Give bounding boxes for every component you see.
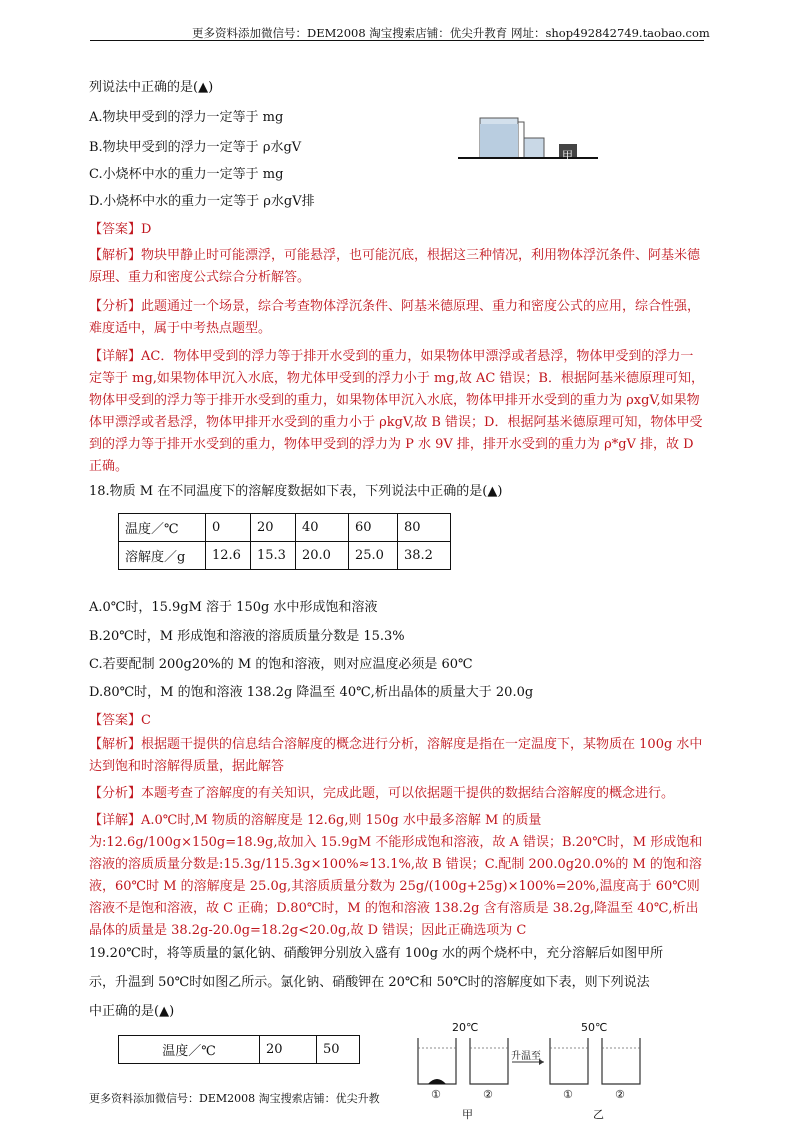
q17-detail: 【详解】AC．物体甲受到的浮力等于排开水受到的重力，如果物体甲漂浮或者悬浮，物体甲受到的浮力一定等于 mg,如果物体甲沉入水底，物尤体甲受到的浮力小于 mg,故 AC 错误；B．根据阿基米德原理可知，物体甲受到的浮力等于排开水受到的重力，如果物体甲沉入水底，物体甲排开水受到的重力为 ρxgV,如果物体甲漂浮或者悬浮，物体甲排开水受到的重力小于 ρkgV,故 B 错误；D．根据阿基米德原理可知，物体甲受到的浮力等于排开水受到的重力，物体甲受到的浮力为 P 水 9V 排，排开水受到的重力为 ρ*gV 排，故 D 正确。 xyxy=(89,349,704,474)
table-cell: 50 xyxy=(317,1036,360,1064)
table-cell: 40 xyxy=(296,514,349,542)
q17-option-c: C.小烧杯中水的重力一定等于 mg xyxy=(89,167,284,182)
table-cell: 0 xyxy=(206,514,251,542)
table-row xyxy=(119,542,451,570)
q19-stem-line3: 中正确的是(▲) xyxy=(89,1004,175,1019)
page-header: 更多资料添加微信号：DEM2008 淘宝搜索店铺：优尖升教育 网址：shop492842749.taobao.com xyxy=(192,26,710,40)
q18-solubility-table xyxy=(118,513,451,570)
table-head-temp: 温度／℃ xyxy=(119,1036,260,1064)
table-row xyxy=(119,1036,360,1064)
q19-label-jia: 甲 xyxy=(462,1108,473,1121)
page-footer: 更多资料添加微信号：DEM2008 淘宝搜索店铺：优尖升教 xyxy=(89,1092,380,1105)
table-cell: 20 xyxy=(251,514,296,542)
q19-label-yi: 乙 xyxy=(593,1108,604,1121)
table-cell: 15.3 xyxy=(251,542,296,570)
q19-label-20c: 20℃ xyxy=(452,1021,479,1034)
table-cell: 80 xyxy=(398,514,451,542)
q19-beaker-figure xyxy=(412,1036,642,1088)
q19-beaker-2: ② xyxy=(483,1088,493,1101)
header-rule xyxy=(90,40,704,41)
table-head-temp: 温度／℃ xyxy=(119,514,206,542)
q18-option-c: C.若要配制 200g20%的 M 的饱和溶液，则对应温度必须是 60℃ xyxy=(89,657,473,672)
q17-option-b: B.物块甲受到的浮力一定等于 ρ水gV xyxy=(89,140,302,155)
q18-analysis: 【解析】根据题干提供的信息结合溶解度的概念进行分析，溶解度是指在一定温度下，某物质在 100g 水中达到饱和时溶解得质量，据此解答 xyxy=(89,737,703,774)
q19-label-heat: 升温至 xyxy=(511,1051,541,1062)
q17-fenxi: 【分析】此题通过一个场景，综合考查物体浮沉条件、阿基米德原理、重力和密度公式的应用，综合性强，难度适中，属于中考热点题型。 xyxy=(89,299,701,336)
table-head-solubility: 溶解度／g xyxy=(119,542,206,570)
table-cell: 20 xyxy=(260,1036,317,1064)
q17-figure-label: 甲 xyxy=(562,149,573,162)
q17-option-d: D.小烧杯中水的重力一定等于 ρ水gV排 xyxy=(89,194,315,209)
table-cell: 25.0 xyxy=(349,542,398,570)
q19-stem-line1: 19.20℃时，将等质量的氯化钠、硝酸钾分别放入盛有 100g 水的两个烧杯中，充分溶解后如图甲所 xyxy=(89,946,664,961)
q19-label-50c: 50℃ xyxy=(581,1021,608,1034)
q19-beaker-4: ② xyxy=(615,1088,625,1101)
table-cell: 60 xyxy=(349,514,398,542)
table-cell: 12.6 xyxy=(206,542,251,570)
q18-option-d: D.80℃时，M 的饱和溶液 138.2g 降温至 40℃,析出晶体的质量大于 20.0g xyxy=(89,685,534,700)
q18-option-b: B.20℃时，M 形成饱和溶液的溶质质量分数是 15.3% xyxy=(89,629,405,644)
q17-stem-tail: 列说法中正确的是(▲) xyxy=(89,80,214,95)
q18-option-a: A.0℃时，15.9gM 溶于 150g 水中形成饱和溶液 xyxy=(89,600,378,615)
q17-beaker-figure xyxy=(458,110,598,162)
q18-detail: 【详解】A.0℃时,M 物质的溶解度是 12.6g,则 150g 水中最多溶解 M 的质量为:12.6g/100g×150g=18.9g,故加入 15.9gM 不能形成饱和溶液，故 A 错误；B.20℃时，M 形成饱和溶液的溶质质量分数是:15.3g/115.3g×100%≈13.1%,故 B 错误；C.配制 200.0g20.0%的 M 的饱和溶液，60℃时 M 的溶解度是 25.0g,其溶质质量分数为 25g/(100g+25g)×100%=20%,温度高于 60℃则溶液不是饱和溶液，故 C 正确；D.80℃时，M 的饱和溶液 138.2g 含有溶质是 38.2g,降温至 40℃,析出晶体的质量是 38.2g-20.0g=18.2g<20.0g,故 D 错误；因此正确选项为 C xyxy=(89,813,703,938)
q18-stem: 18.物质 M 在不同温度下的溶解度数据如下表，下列说法中正确的是(▲) xyxy=(89,484,503,499)
q18-fenxi: 【分析】本题考查了溶解度的有关知识，完成此题，可以依据题干提供的数据结合溶解度的概念进行。 xyxy=(89,786,675,801)
q17-answer: 【答案】D xyxy=(89,222,152,237)
q17-analysis: 【解析】物块甲静止时可能漂浮，可能悬浮，也可能沉底，根据这三种情况，利用物体浮沉条件、阿基米德原理、重力和密度公式综合分析解答。 xyxy=(89,248,701,285)
table-row xyxy=(119,514,451,542)
q19-solubility-table xyxy=(118,1035,360,1064)
table-cell: 38.2 xyxy=(398,542,451,570)
q19-beaker-1: ① xyxy=(431,1088,441,1101)
q18-answer: 【答案】C xyxy=(89,713,151,728)
q17-option-a: A.物块甲受到的浮力一定等于 mg xyxy=(89,110,284,125)
q19-beaker-3: ① xyxy=(563,1088,573,1101)
table-cell: 20.0 xyxy=(296,542,349,570)
q19-stem-line2: 示，升温到 50℃时如图乙所示。氯化钠、硝酸钾在 20℃和 50℃时的溶解度如下表，则下列说法 xyxy=(89,975,650,990)
